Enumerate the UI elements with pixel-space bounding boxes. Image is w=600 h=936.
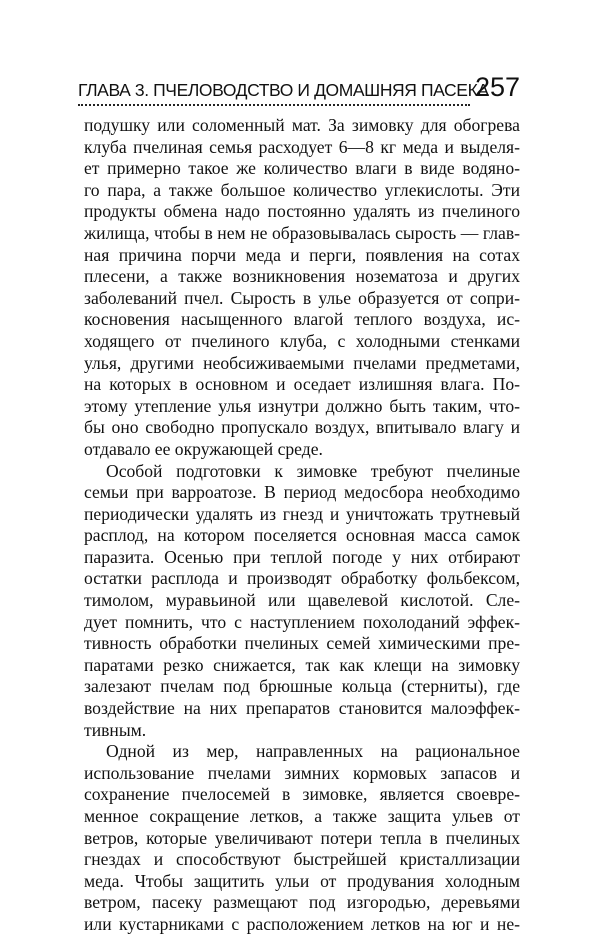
running-header	[78, 66, 522, 106]
text-line: семьи при варроатозе. В период медосбора необходимо	[84, 482, 520, 503]
paragraph-2	[84, 461, 520, 742]
chapter-title: ГЛАВА 3. ПЧЕЛОВОДСТВО И ДОМАШНЯЯ ПАСЕКА	[78, 80, 489, 100]
text-line: го пара, а также большое количество углекислоты. Эти	[84, 179, 520, 200]
text-line: отдавало ее окружающей среде.	[84, 438, 323, 459]
text-line: подушку или соломенный мат. За зимовку для обогрева	[84, 115, 520, 135]
page-number: 257	[474, 72, 520, 102]
text-line: клуба пчелиная семья расходует 6—8 кг меда и выделя-	[84, 136, 520, 157]
text-line: воздействие на них препаратов становится малоэффек-	[84, 698, 520, 719]
text-line: дует помнить, что с наступлением похолоданий эффек-	[84, 611, 520, 632]
text-line: тимолом, муравьиной или щавелевой кислотой. Сле-	[84, 590, 520, 611]
text-line: продукты обмена надо постоянно удалять из пчелиного	[84, 201, 520, 222]
text-line: или кустарниками с расположением летков на юг и не-	[84, 913, 520, 934]
text-line: меда. Чтобы защитить ульи от продувания холодным	[84, 870, 520, 891]
header-dotted-rule	[78, 104, 470, 106]
text-line: периодически удалять из гнезд и уничтожать трутневый	[84, 503, 520, 524]
text-line: Особой подготовки к зимовке требуют пчелиные	[106, 460, 520, 481]
text-line: косновения насыщенного влагой теплого воздуха, ис-	[84, 309, 520, 330]
body-text	[84, 115, 520, 936]
text-line: ветров, которые увеличивают потери тепла в пчелиных	[84, 827, 520, 848]
text-line: залезают пчелам под брюшные кольца (стерниты), где	[84, 676, 520, 697]
text-line: ветром, пасеку размещают под изгородью, деревьями	[84, 892, 520, 913]
text-line: ходящего от пчелиного клуба, с холодными стенками	[84, 330, 520, 351]
text-line: на которых в основном и оседает излишняя влага. По-	[84, 374, 520, 395]
text-line: тивным.	[84, 719, 147, 740]
paragraph-1	[84, 115, 520, 461]
text-line: ет примерно такое же количество влаги в виде водяно-	[84, 158, 520, 179]
text-line: менное сокращение летков, а также защита ульев от	[84, 806, 520, 826]
text-line: гнездах и способствуют быстрейшей кристаллизации	[84, 849, 520, 870]
text-line: остатки расплода и производят обработку фольбексом,	[84, 568, 520, 589]
text-line: улья, другими необсиживаемыми пчелами предметами,	[84, 352, 520, 373]
text-line: плесени, а также возникновения нозематоза и других	[84, 266, 520, 287]
text-line: использование пчелами зимних кормовых запасов и	[84, 762, 520, 783]
text-line: ная причина порчи меда и перги, появления на сотах	[84, 244, 520, 265]
text-line: тивность обработки пчелиных семей химическими пре-	[84, 633, 520, 654]
text-line: Одной из мер, направленных на рациональное	[106, 741, 520, 762]
text-line: жилища, чтобы в нем не образовывалась сырость — глав-	[84, 222, 520, 243]
paragraph-3	[84, 741, 520, 935]
text-line: сохранение пчелосемей в зимовке, является своевре-	[84, 784, 520, 805]
text-line: этому утепление улья изнутри должно быть таким, что-	[84, 395, 520, 416]
text-line: бы оно свободно пропускало воздух, впитывало влагу и	[84, 417, 520, 438]
text-line: заболеваний пчел. Сырость в улье образуется от сопри-	[84, 287, 520, 308]
text-line: паратами резко снижается, так как клещи на зимовку	[84, 654, 520, 675]
text-line: паразита. Осенью при теплой погоде у них отбирают	[84, 546, 520, 567]
text-line: расплод, на котором поселяется основная масса самок	[84, 525, 520, 546]
